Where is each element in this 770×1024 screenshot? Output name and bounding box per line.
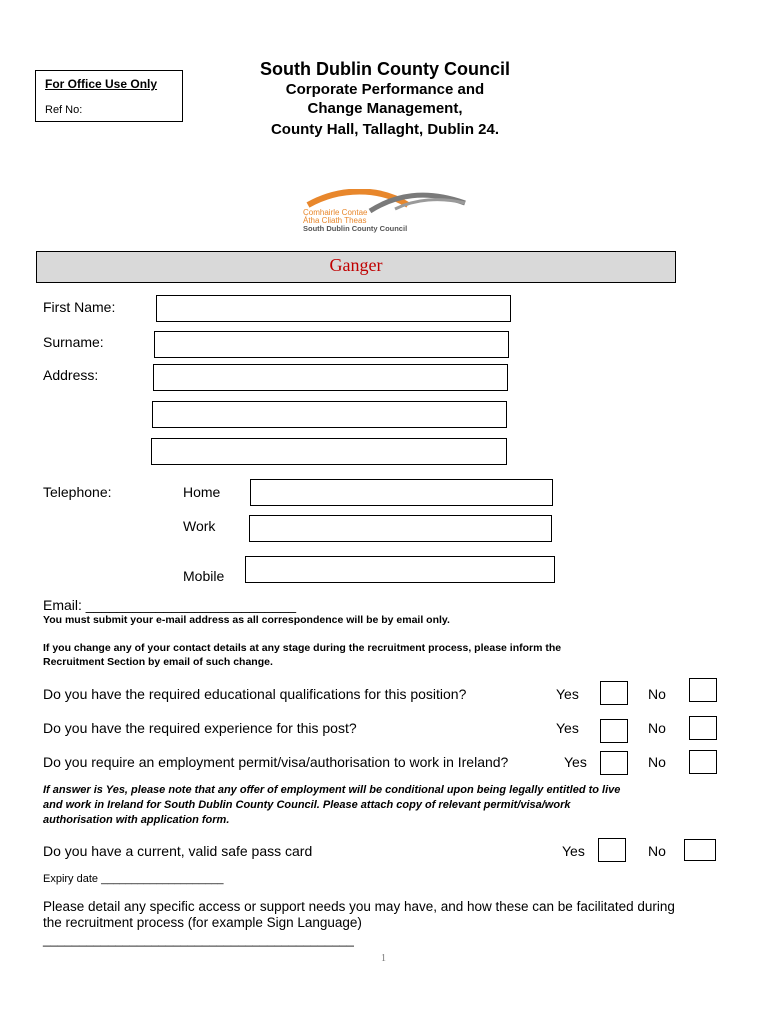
q1-yes-checkbox[interactable] bbox=[600, 681, 628, 705]
work-label: Work bbox=[183, 518, 216, 534]
first-name-field[interactable] bbox=[156, 295, 511, 322]
q3-no-label: No bbox=[648, 754, 666, 770]
change-note-1: If you change any of your contact details at any stage during the recruitment process, please inform the bbox=[43, 642, 562, 654]
address-field-2[interactable] bbox=[152, 401, 507, 428]
q4-no-label: No bbox=[648, 843, 666, 859]
council-logo bbox=[300, 189, 470, 234]
q1-no-label: No bbox=[648, 686, 666, 702]
home-phone-field[interactable] bbox=[250, 479, 553, 506]
permit-note-2: and work in Ireland for South Dublin County Council. Please attach copy of relevant permit/visa/work bbox=[43, 799, 571, 811]
q1-no-checkbox[interactable] bbox=[689, 678, 717, 702]
address-field-3[interactable] bbox=[151, 438, 507, 465]
page-number: 1 bbox=[381, 953, 386, 964]
logo-text-irish-2: Átha Cliath Theas bbox=[303, 216, 367, 225]
ref-no-label: Ref No: bbox=[45, 104, 83, 116]
office-use-title: For Office Use Only bbox=[45, 77, 158, 91]
logo-text-irish-1: Comhairle Contae bbox=[303, 208, 368, 217]
q4-yes-checkbox[interactable] bbox=[598, 838, 626, 862]
mobile-phone-field[interactable] bbox=[245, 556, 555, 583]
access-needs-line[interactable]: ___________________________________________ bbox=[43, 932, 354, 947]
address-label: Address: bbox=[43, 367, 99, 383]
question-qualifications: Do you have the required educational qualifications for this position? bbox=[43, 686, 467, 702]
q2-no-label: No bbox=[648, 720, 666, 736]
dept-line-1: Corporate Performance and bbox=[285, 81, 485, 98]
permit-note-3: authorisation with application form. bbox=[43, 814, 230, 826]
q1-yes-label: Yes bbox=[556, 686, 579, 702]
q2-yes-label: Yes bbox=[556, 720, 579, 736]
question-safe-pass: Do you have a current, valid safe pass card bbox=[43, 843, 313, 859]
surname-field[interactable] bbox=[154, 331, 509, 358]
change-note-2: Recruitment Section by email of such change. bbox=[43, 656, 273, 668]
q3-no-checkbox[interactable] bbox=[689, 750, 717, 774]
access-needs-text-2: the recruitment process (for example Sign Language) bbox=[43, 915, 362, 930]
question-experience: Do you have the required experience for this post? bbox=[43, 720, 357, 736]
expiry-date-field[interactable]: Expiry date ____________________ bbox=[43, 873, 224, 885]
surname-label: Surname: bbox=[43, 334, 104, 350]
q4-no-checkbox[interactable] bbox=[684, 839, 716, 861]
logo-text-english: South Dublin County Council bbox=[303, 224, 408, 233]
dept-line-2: Change Management, bbox=[307, 100, 463, 117]
q2-yes-checkbox[interactable] bbox=[600, 719, 628, 743]
q4-yes-label: Yes bbox=[562, 843, 585, 859]
q3-yes-label: Yes bbox=[564, 754, 587, 770]
q2-no-checkbox[interactable] bbox=[689, 716, 717, 740]
first-name-label: First Name: bbox=[43, 299, 116, 315]
telephone-label: Telephone: bbox=[43, 484, 112, 500]
address-field-1[interactable] bbox=[153, 364, 508, 391]
permit-note-1: If answer is Yes, please note that any offer of employment will be conditional upon being legally entitled to live bbox=[43, 784, 621, 796]
email-label[interactable]: Email: ___________________________ bbox=[43, 597, 297, 613]
address-line: County Hall, Tallaght, Dublin 24. bbox=[270, 121, 500, 138]
home-label: Home bbox=[183, 484, 221, 500]
office-use-box bbox=[35, 70, 183, 122]
email-note: You must submit your e-mail address as all correspondence will be by email only. bbox=[43, 614, 450, 626]
question-permit: Do you require an employment permit/visa/authorisation to work in Ireland? bbox=[43, 754, 509, 770]
access-needs-text-1: Please detail any specific access or support needs you may have, and how these can be facilitated during bbox=[43, 899, 675, 914]
q3-yes-checkbox[interactable] bbox=[600, 751, 628, 775]
form-title: Ganger bbox=[329, 255, 383, 275]
mobile-label: Mobile bbox=[183, 568, 225, 584]
form-title-bar bbox=[36, 251, 676, 283]
org-name: South Dublin County Council bbox=[260, 59, 510, 79]
work-phone-field[interactable] bbox=[249, 515, 552, 542]
